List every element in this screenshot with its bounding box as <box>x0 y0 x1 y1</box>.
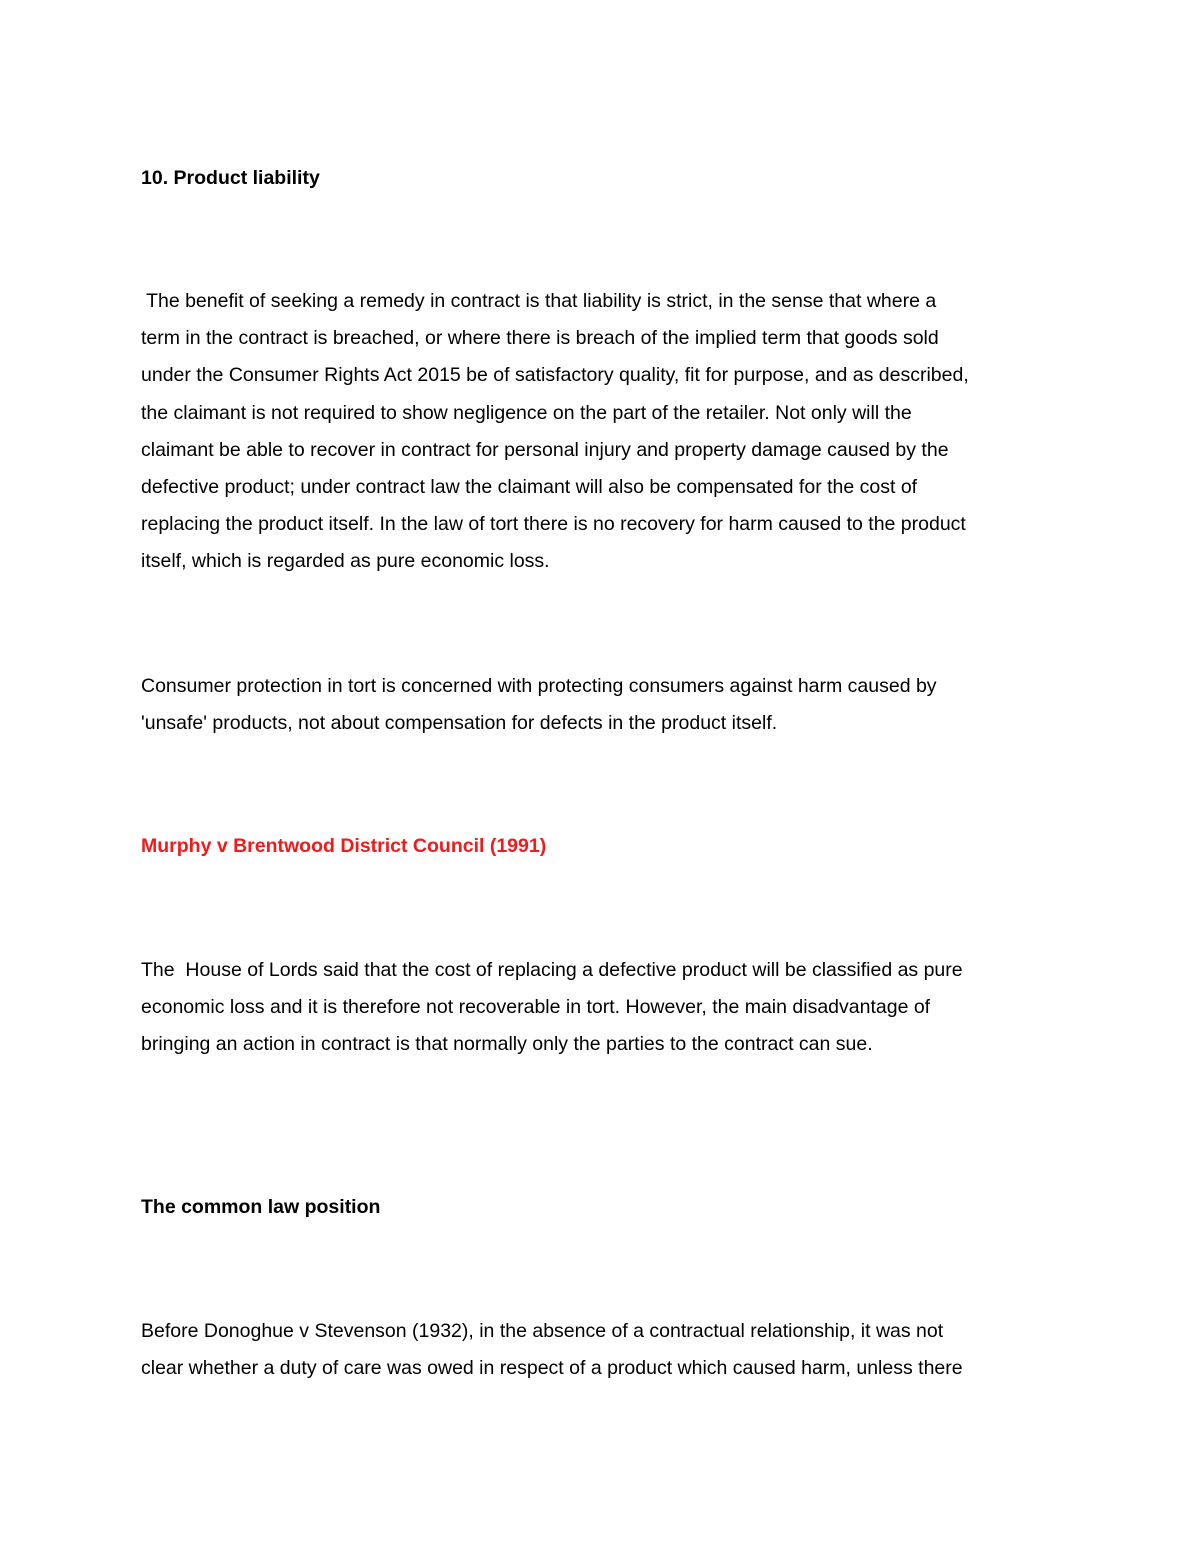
section-heading: 10. Product liability <box>141 167 320 189</box>
subheading-common-law: The common law position <box>141 1196 381 1218</box>
paragraph-consumer-protection <box>141 668 1066 742</box>
paragraph-line: clear whether a duty of care was owed in respect of a product which caused harm, unless there <box>141 1357 963 1380</box>
paragraph-line: the claimant is not required to show negligence on the part of the retailer. Not only will the <box>141 401 912 424</box>
paragraph-line: term in the contract is breached, or where there is breach of the implied term that goods sold <box>141 327 939 350</box>
paragraph-line: Consumer protection in tort is concerned with protecting consumers against harm caused by <box>141 675 937 697</box>
paragraph-line: defective product; under contract law the claimant will also be compensated for the cost of <box>141 476 918 499</box>
paragraph-line: claimant be able to recover in contract for personal injury and property damage caused by the <box>141 438 949 461</box>
paragraph-line: replacing the product itself. In the law of tort there is no recovery for harm caused to the product <box>141 513 966 536</box>
paragraph-donoghue <box>141 1313 1066 1387</box>
paragraph-line: under the Consumer Rights Act 2015 be of satisfactory quality, fit for purpose, and as described, <box>141 364 969 387</box>
paragraph-contract-remedy <box>141 283 1066 581</box>
paragraph-line: Before Donoghue v Stevenson (1932), in the absence of a contractual relationship, it was not <box>141 1320 944 1342</box>
paragraph-line: 'unsafe' products, not about compensation for defects in the product itself. <box>141 712 778 735</box>
paragraph-line: The House of Lords said that the cost of replacing a defective product will be classified as pure <box>141 959 963 981</box>
paragraph-line: itself, which is regarded as pure economic loss. <box>141 550 550 573</box>
paragraph-line: economic loss and it is therefore not recoverable in tort. However, the main disadvantage of <box>141 996 931 1019</box>
paragraph-house-of-lords <box>141 952 1066 1064</box>
case-heading: Murphy v Brentwood District Council (1991) <box>141 835 547 857</box>
paragraph-line: The benefit of seeking a remedy in contract is that liability is strict, in the sense that where a <box>141 290 937 312</box>
paragraph-line: bringing an action in contract is that normally only the parties to the contract can sue. <box>141 1033 873 1056</box>
